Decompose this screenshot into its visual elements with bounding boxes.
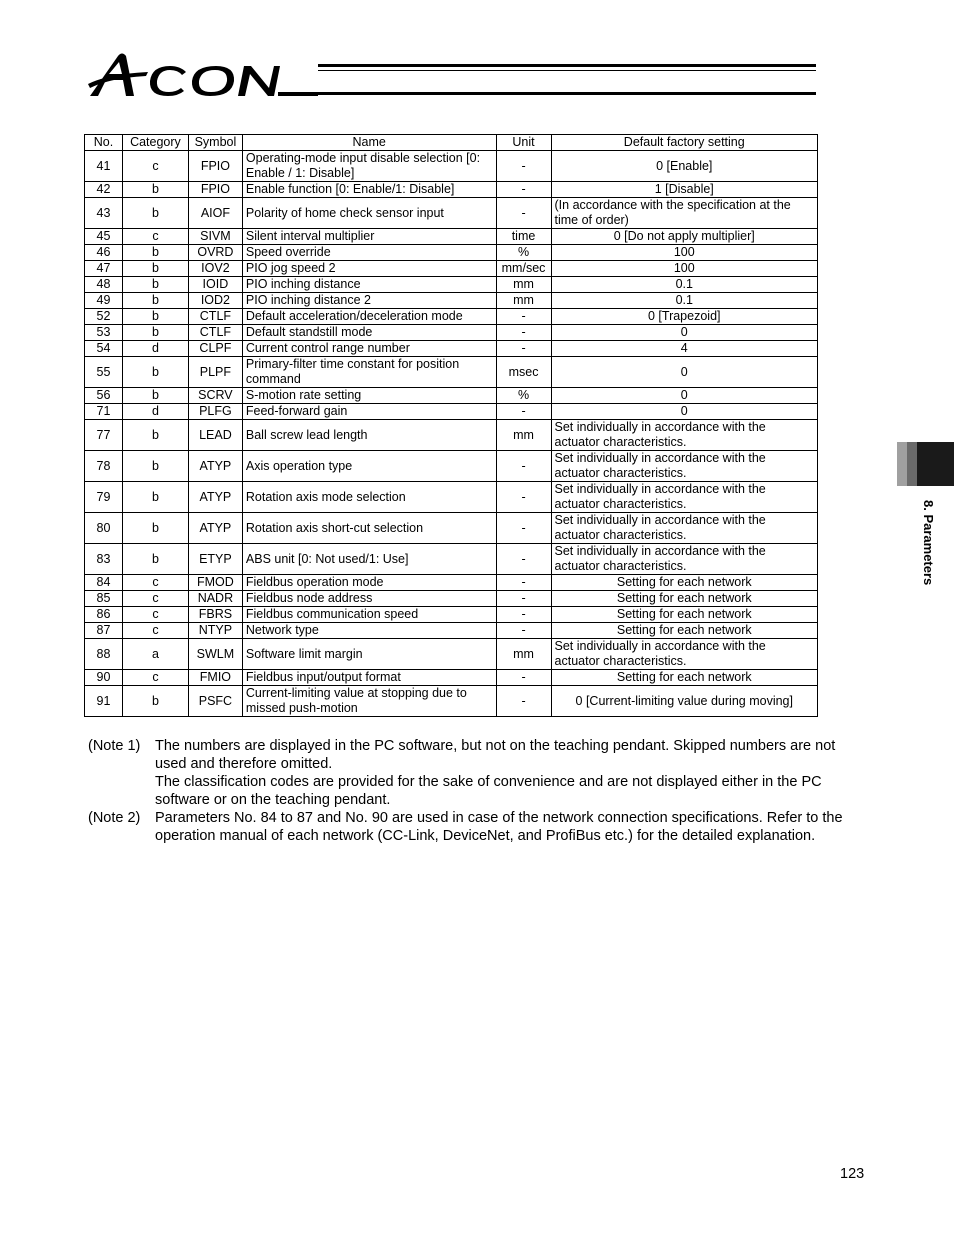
cell-default: Set individually in accordance with the actuator characteristics. xyxy=(551,420,817,451)
cell-category: b xyxy=(122,293,188,309)
cell-unit: - xyxy=(496,151,551,182)
cell-default: Setting for each network xyxy=(551,575,817,591)
cell-name: Current-limiting value at stopping due to missed push-motion xyxy=(242,686,496,717)
cell-default: (In accordance with the specification at the time of order) xyxy=(551,198,817,229)
table-row xyxy=(85,544,818,575)
note-1-body xyxy=(155,737,868,809)
parameter-table xyxy=(84,134,818,717)
table-body xyxy=(85,151,818,717)
cell-symbol: SCRV xyxy=(188,388,242,404)
cell-no: 83 xyxy=(85,544,123,575)
cell-no: 56 xyxy=(85,388,123,404)
note-1 xyxy=(88,737,868,809)
cell-symbol: FMIO xyxy=(188,670,242,686)
cell-category: b xyxy=(122,513,188,544)
cell-symbol: IOID xyxy=(188,277,242,293)
cell-category: c xyxy=(122,229,188,245)
cell-unit: mm xyxy=(496,293,551,309)
cell-unit: - xyxy=(496,686,551,717)
table-row xyxy=(85,513,818,544)
cell-default: 0.1 xyxy=(551,277,817,293)
cell-no: 42 xyxy=(85,182,123,198)
cell-symbol: OVRD xyxy=(188,245,242,261)
cell-default: Set individually in accordance with the actuator characteristics. xyxy=(551,451,817,482)
cell-name: Primary-filter time constant for position command xyxy=(242,357,496,388)
cell-default: 0 xyxy=(551,325,817,341)
cell-no: 77 xyxy=(85,420,123,451)
cell-category: b xyxy=(122,686,188,717)
header-no: No. xyxy=(85,135,123,151)
cell-symbol: NTYP xyxy=(188,623,242,639)
cell-default: 0 xyxy=(551,357,817,388)
cell-category: b xyxy=(122,451,188,482)
cell-name: S-motion rate setting xyxy=(242,388,496,404)
cell-unit: mm xyxy=(496,277,551,293)
table-row xyxy=(85,591,818,607)
chapter-tab-mid xyxy=(907,442,917,486)
cell-symbol: FBRS xyxy=(188,607,242,623)
cell-category: b xyxy=(122,198,188,229)
header-rule-top xyxy=(318,64,816,67)
cell-symbol: PLPF xyxy=(188,357,242,388)
cell-name: PIO inching distance xyxy=(242,277,496,293)
table-row xyxy=(85,309,818,325)
cell-default: 4 xyxy=(551,341,817,357)
cell-no: 80 xyxy=(85,513,123,544)
cell-symbol: FMOD xyxy=(188,575,242,591)
cell-name: Ball screw lead length xyxy=(242,420,496,451)
cell-name: Network type xyxy=(242,623,496,639)
cell-no: 49 xyxy=(85,293,123,309)
cell-name: PIO inching distance 2 xyxy=(242,293,496,309)
cell-symbol: NADR xyxy=(188,591,242,607)
cell-symbol: CLPF xyxy=(188,341,242,357)
cell-symbol: SWLM xyxy=(188,639,242,670)
cell-name: Feed-forward gain xyxy=(242,404,496,420)
cell-no: 41 xyxy=(85,151,123,182)
cell-symbol: SIVM xyxy=(188,229,242,245)
cell-name: Rotation axis short-cut selection xyxy=(242,513,496,544)
cell-unit: - xyxy=(496,182,551,198)
table-row xyxy=(85,293,818,309)
chapter-side-label: 8. Parameters xyxy=(921,500,936,586)
cell-unit: % xyxy=(496,245,551,261)
cell-no: 85 xyxy=(85,591,123,607)
note-2-label: (Note 2) xyxy=(88,810,141,826)
table-row xyxy=(85,229,818,245)
cell-unit: - xyxy=(496,575,551,591)
table-row xyxy=(85,341,818,357)
notes-section xyxy=(88,737,868,845)
cell-no: 79 xyxy=(85,482,123,513)
cell-default: Setting for each network xyxy=(551,591,817,607)
cell-default: Setting for each network xyxy=(551,623,817,639)
cell-category: a xyxy=(122,639,188,670)
cell-default: 100 xyxy=(551,245,817,261)
note-2-body xyxy=(155,809,868,845)
cell-no: 84 xyxy=(85,575,123,591)
table-row xyxy=(85,639,818,670)
cell-default: Set individually in accordance with the actuator characteristics. xyxy=(551,513,817,544)
cell-category: b xyxy=(122,182,188,198)
cell-default: Set individually in accordance with the actuator characteristics. xyxy=(551,639,817,670)
cell-unit: - xyxy=(496,325,551,341)
cell-unit: mm xyxy=(496,420,551,451)
table-row xyxy=(85,245,818,261)
cell-category: b xyxy=(122,482,188,513)
cell-symbol: PSFC xyxy=(188,686,242,717)
table-row xyxy=(85,670,818,686)
note-1-paragraph-2: The classification codes are provided for the sake of convenience and are not displayed either in the PC software or on the teaching pendant. xyxy=(155,774,822,808)
cell-category: b xyxy=(122,309,188,325)
cell-name: Software limit margin xyxy=(242,639,496,670)
cell-unit: - xyxy=(496,309,551,325)
cell-no: 53 xyxy=(85,325,123,341)
cell-category: c xyxy=(122,670,188,686)
cell-no: 91 xyxy=(85,686,123,717)
cell-symbol: FPIO xyxy=(188,151,242,182)
table-row xyxy=(85,623,818,639)
cell-default: 100 xyxy=(551,261,817,277)
cell-default: 0 [Trapezoid] xyxy=(551,309,817,325)
cell-unit: time xyxy=(496,229,551,245)
cell-unit: - xyxy=(496,482,551,513)
cell-unit: - xyxy=(496,623,551,639)
cell-default: 0 xyxy=(551,404,817,420)
cell-name: Fieldbus operation mode xyxy=(242,575,496,591)
cell-symbol: ATYP xyxy=(188,513,242,544)
cell-unit: - xyxy=(496,591,551,607)
acon-logo xyxy=(88,50,318,100)
table-row xyxy=(85,607,818,623)
cell-symbol: CTLF xyxy=(188,325,242,341)
cell-default: Setting for each network xyxy=(551,607,817,623)
cell-no: 47 xyxy=(85,261,123,277)
cell-category: b xyxy=(122,245,188,261)
cell-no: 87 xyxy=(85,623,123,639)
cell-default: 0 [Current-limiting value during moving] xyxy=(551,686,817,717)
table-row xyxy=(85,325,818,341)
cell-name: Current control range number xyxy=(242,341,496,357)
cell-name: Speed override xyxy=(242,245,496,261)
cell-name: Default acceleration/deceleration mode xyxy=(242,309,496,325)
note-2 xyxy=(88,809,868,845)
cell-symbol: ATYP xyxy=(188,482,242,513)
cell-name: Axis operation type xyxy=(242,451,496,482)
cell-no: 86 xyxy=(85,607,123,623)
table-row xyxy=(85,277,818,293)
cell-no: 88 xyxy=(85,639,123,670)
cell-unit: % xyxy=(496,388,551,404)
table-row xyxy=(85,182,818,198)
note-1-label: (Note 1) xyxy=(88,738,141,754)
cell-name: Fieldbus input/output format xyxy=(242,670,496,686)
cell-default: 0.1 xyxy=(551,293,817,309)
cell-category: b xyxy=(122,277,188,293)
cell-category: c xyxy=(122,591,188,607)
table-header-row xyxy=(85,135,818,151)
cell-no: 45 xyxy=(85,229,123,245)
table-row xyxy=(85,357,818,388)
cell-default: 1 [Disable] xyxy=(551,182,817,198)
cell-unit: - xyxy=(496,404,551,420)
table-row xyxy=(85,151,818,182)
cell-default: Set individually in accordance with the actuator characteristics. xyxy=(551,544,817,575)
header-category: Category xyxy=(122,135,188,151)
table-row xyxy=(85,404,818,420)
page-number: 123 xyxy=(840,1166,865,1182)
cell-unit: - xyxy=(496,544,551,575)
cell-category: c xyxy=(122,575,188,591)
cell-no: 54 xyxy=(85,341,123,357)
cell-unit: - xyxy=(496,670,551,686)
cell-unit: - xyxy=(496,607,551,623)
cell-category: c xyxy=(122,151,188,182)
table-row xyxy=(85,482,818,513)
header-default: Default factory setting xyxy=(551,135,817,151)
cell-no: 55 xyxy=(85,357,123,388)
cell-name: ABS unit [0: Not used/1: Use] xyxy=(242,544,496,575)
table-row xyxy=(85,686,818,717)
cell-no: 78 xyxy=(85,451,123,482)
table-row xyxy=(85,420,818,451)
chapter-tab-dark xyxy=(917,442,954,486)
cell-category: d xyxy=(122,341,188,357)
cell-symbol: LEAD xyxy=(188,420,242,451)
cell-symbol: IOD2 xyxy=(188,293,242,309)
cell-category: d xyxy=(122,404,188,420)
cell-name: Polarity of home check sensor input xyxy=(242,198,496,229)
table-row xyxy=(85,198,818,229)
cell-default: 0 [Enable] xyxy=(551,151,817,182)
cell-no: 52 xyxy=(85,309,123,325)
cell-name: Silent interval multiplier xyxy=(242,229,496,245)
cell-symbol: FPIO xyxy=(188,182,242,198)
note-1-paragraph-1: The numbers are displayed in the PC software, but not on the teaching pendant. Skipped numbers are not used and therefore omitted. xyxy=(155,738,836,772)
chapter-tab-light xyxy=(897,442,907,486)
header-rule-bottom xyxy=(310,92,816,95)
cell-unit: - xyxy=(496,451,551,482)
cell-name: Fieldbus node address xyxy=(242,591,496,607)
table-row xyxy=(85,261,818,277)
cell-category: b xyxy=(122,325,188,341)
cell-unit: mm/sec xyxy=(496,261,551,277)
cell-no: 43 xyxy=(85,198,123,229)
cell-symbol: IOV2 xyxy=(188,261,242,277)
cell-symbol: ETYP xyxy=(188,544,242,575)
cell-no: 71 xyxy=(85,404,123,420)
cell-unit: mm xyxy=(496,639,551,670)
cell-name: Enable function [0: Enable/1: Disable] xyxy=(242,182,496,198)
cell-name: PIO jog speed 2 xyxy=(242,261,496,277)
cell-category: b xyxy=(122,388,188,404)
cell-name: Rotation axis mode selection xyxy=(242,482,496,513)
cell-unit: - xyxy=(496,198,551,229)
cell-name: Fieldbus communication speed xyxy=(242,607,496,623)
cell-no: 90 xyxy=(85,670,123,686)
cell-no: 46 xyxy=(85,245,123,261)
cell-name: Operating-mode input disable selection [0: Enable / 1: Disable] xyxy=(242,151,496,182)
cell-category: b xyxy=(122,357,188,388)
cell-default: 0 [Do not apply multiplier] xyxy=(551,229,817,245)
cell-category: b xyxy=(122,420,188,451)
table-row xyxy=(85,388,818,404)
cell-symbol: ATYP xyxy=(188,451,242,482)
header-rule-thin xyxy=(318,70,816,71)
cell-symbol: PLFG xyxy=(188,404,242,420)
header-symbol: Symbol xyxy=(188,135,242,151)
cell-category: b xyxy=(122,544,188,575)
header-unit: Unit xyxy=(496,135,551,151)
note-2-paragraph-1: Parameters No. 84 to 87 and No. 90 are used in case of the network connection specifications. Refer to the operation manual of each network (CC-Link, DeviceNet, and ProfiBus etc.) for the detailed explanation. xyxy=(155,810,843,844)
table-row xyxy=(85,575,818,591)
cell-category: c xyxy=(122,607,188,623)
table-row xyxy=(85,451,818,482)
cell-default: Setting for each network xyxy=(551,670,817,686)
cell-category: c xyxy=(122,623,188,639)
cell-no: 48 xyxy=(85,277,123,293)
cell-symbol: CTLF xyxy=(188,309,242,325)
cell-unit: - xyxy=(496,341,551,357)
cell-default: 0 xyxy=(551,388,817,404)
cell-name: Default standstill mode xyxy=(242,325,496,341)
cell-symbol: AIOF xyxy=(188,198,242,229)
cell-unit: - xyxy=(496,513,551,544)
cell-default: Set individually in accordance with the actuator characteristics. xyxy=(551,482,817,513)
cell-category: b xyxy=(122,261,188,277)
cell-unit: msec xyxy=(496,357,551,388)
header-name: Name xyxy=(242,135,496,151)
